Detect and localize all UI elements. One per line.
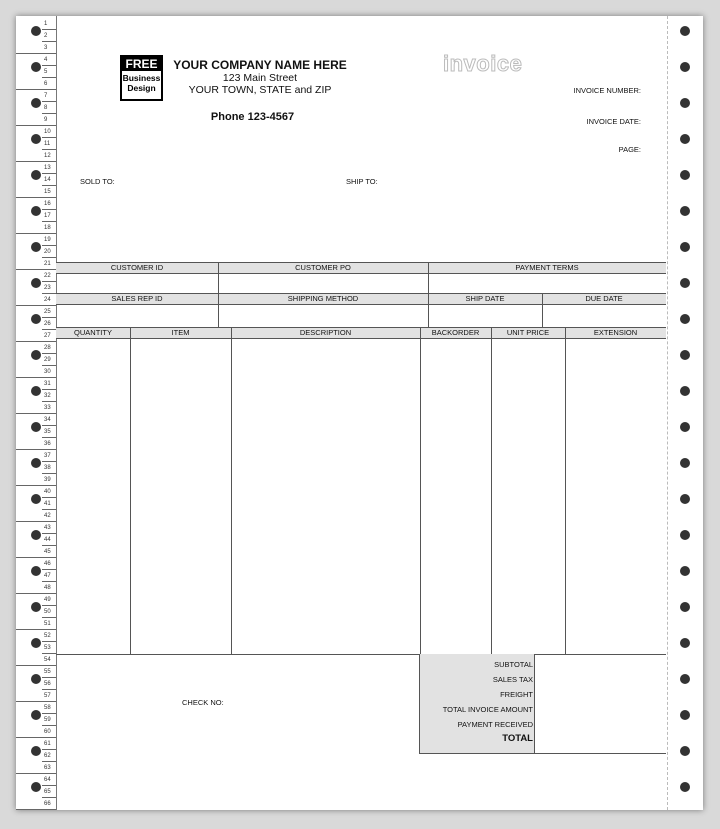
line-number-rule (42, 677, 56, 678)
line-number: 25 (44, 309, 51, 315)
line-number: 17 (44, 213, 51, 219)
freight-label: FREIGHT (500, 690, 533, 699)
line-number: 6 (44, 81, 48, 87)
tractor-hole (680, 566, 690, 576)
line-number: 38 (44, 465, 51, 471)
line-number: 58 (44, 705, 51, 711)
invoice-title: invoice (443, 51, 523, 76)
line-number-rule (42, 725, 56, 726)
logo-design-text: Design (127, 83, 156, 93)
tractor-hole (31, 62, 41, 72)
line-number: 1 (44, 21, 48, 27)
margin-tick (16, 125, 56, 126)
margin-tick (16, 773, 56, 774)
tractor-hole (680, 494, 690, 504)
tractor-hole (680, 278, 690, 288)
line-number: 61 (44, 741, 51, 747)
line-number-rule (42, 173, 56, 174)
line-number: 21 (44, 261, 51, 267)
line-number: 33 (44, 405, 51, 411)
backorder-header: BACKORDER (420, 327, 491, 339)
invoice-date-label: INVOICE DATE: (586, 117, 641, 126)
margin-tick (16, 161, 56, 162)
tractor-hole (680, 422, 690, 432)
line-number-rule (42, 653, 56, 654)
tractor-hole (31, 278, 41, 288)
quantity-header: QUANTITY (56, 327, 130, 339)
company-street: 123 Main Street (222, 72, 298, 84)
tractor-hole (31, 638, 41, 648)
line-number: 54 (44, 657, 51, 663)
ship-date-header: SHIP DATE (428, 293, 542, 305)
line-number: 57 (44, 693, 51, 699)
line-number: 14 (44, 177, 51, 183)
total-invoice-amount-label: TOTAL INVOICE AMOUNT (442, 705, 533, 714)
line-number: 24 (44, 297, 51, 303)
line-number-rule (42, 365, 56, 366)
line-number: 30 (44, 369, 51, 375)
line-number: 56 (44, 681, 51, 687)
line-number-rule (42, 785, 56, 786)
line-number-rule (42, 569, 56, 570)
line-number: 23 (44, 285, 51, 291)
tractor-hole (680, 782, 690, 792)
unit-price-header: UNIT PRICE (491, 327, 565, 339)
line-number: 55 (44, 669, 51, 675)
tractor-hole (31, 530, 41, 540)
item-header: ITEM (130, 327, 231, 339)
line-number-rule (42, 497, 56, 498)
left-tractor-margin (16, 16, 57, 810)
tractor-hole (680, 26, 690, 36)
tractor-hole (31, 134, 41, 144)
tractor-hole (31, 206, 41, 216)
tractor-hole (680, 98, 690, 108)
tractor-hole (31, 350, 41, 360)
line-number-rule (42, 641, 56, 642)
tractor-hole (31, 746, 41, 756)
line-number: 29 (44, 357, 51, 363)
margin-tick (16, 305, 56, 306)
free-business-design-logo (120, 55, 163, 101)
tractor-hole (31, 422, 41, 432)
line-number-rule (42, 113, 56, 114)
line-number-rule (42, 425, 56, 426)
invoice-number-label: INVOICE NUMBER: (573, 86, 641, 95)
margin-tick (16, 233, 56, 234)
margin-tick (16, 593, 56, 594)
line-number: 66 (44, 801, 51, 807)
shipping-method-header: SHIPPING METHOD (218, 293, 428, 305)
line-number-rule (42, 689, 56, 690)
tractor-hole (680, 638, 690, 648)
line-number: 42 (44, 513, 51, 519)
line-number: 64 (44, 777, 51, 783)
ship-to-label: SHIP TO: (346, 177, 378, 186)
line-number: 36 (44, 441, 51, 447)
line-number-rule (42, 545, 56, 546)
line-number: 16 (44, 201, 51, 207)
tractor-hole (31, 170, 41, 180)
line-number-rule (42, 617, 56, 618)
line-number: 63 (44, 765, 51, 771)
line-number: 32 (44, 393, 51, 399)
line-number-rule (42, 509, 56, 510)
tractor-hole (680, 350, 690, 360)
line-number: 18 (44, 225, 51, 231)
line-number-rule (42, 221, 56, 222)
margin-tick (16, 629, 56, 630)
line-number: 60 (44, 729, 51, 735)
line-number-rule (42, 293, 56, 294)
line-number: 7 (44, 93, 48, 99)
item-column-divider (231, 327, 232, 654)
sold-to-label: SOLD TO: (80, 177, 115, 186)
line-number-rule (42, 41, 56, 42)
margin-tick (16, 269, 56, 270)
tractor-hole (31, 674, 41, 684)
line-number: 43 (44, 525, 51, 531)
margin-tick (16, 377, 56, 378)
line-number: 62 (44, 753, 51, 759)
line-number: 35 (44, 429, 51, 435)
line-number: 47 (44, 573, 51, 579)
tractor-hole (31, 314, 41, 324)
line-number: 19 (44, 237, 51, 243)
line-number-rule (42, 533, 56, 534)
line-number: 20 (44, 249, 51, 255)
margin-tick (16, 701, 56, 702)
tractor-hole (680, 314, 690, 324)
margin-tick (16, 737, 56, 738)
line-number-rule (42, 257, 56, 258)
tractor-hole (31, 242, 41, 252)
line-number: 8 (44, 105, 48, 111)
line-number: 28 (44, 345, 51, 351)
subtotal-label: SUBTOTAL (494, 660, 533, 669)
line-number-rule (42, 317, 56, 318)
company-city: YOUR TOWN, STATE and ZIP (188, 84, 332, 96)
line-number-rule (42, 77, 56, 78)
line-number: 34 (44, 417, 51, 423)
line-number: 45 (44, 549, 51, 555)
line-number: 49 (44, 597, 51, 603)
item-column-divider (491, 327, 492, 654)
item-column-divider (130, 327, 131, 654)
line-number-rule (42, 713, 56, 714)
customer-po-header: CUSTOMER PO (218, 262, 428, 274)
line-number-rule (42, 329, 56, 330)
margin-tick (16, 197, 56, 198)
items-bottom-line (56, 654, 666, 655)
margin-tick (16, 341, 56, 342)
sales-tax-label: SALES TAX (492, 675, 533, 684)
tractor-hole (31, 26, 41, 36)
customer-id-header: CUSTOMER ID (56, 262, 218, 274)
line-number: 3 (44, 45, 48, 51)
tractor-hole (680, 62, 690, 72)
line-number: 9 (44, 117, 48, 123)
tractor-hole (31, 782, 41, 792)
line-number-rule (42, 137, 56, 138)
grid-divider (428, 262, 429, 327)
payment-terms-header: PAYMENT TERMS (428, 262, 666, 274)
line-number-rule (42, 437, 56, 438)
line-number: 37 (44, 453, 51, 459)
line-number-rule (42, 65, 56, 66)
margin-tick (16, 557, 56, 558)
line-number: 4 (44, 57, 48, 63)
tractor-hole (680, 602, 690, 612)
line-number: 31 (44, 381, 51, 387)
line-number: 22 (44, 273, 51, 279)
tractor-hole (680, 242, 690, 252)
line-number-rule (42, 761, 56, 762)
margin-tick (16, 53, 56, 54)
line-number-rule (42, 245, 56, 246)
line-number: 53 (44, 645, 51, 651)
line-number-rule (42, 605, 56, 606)
line-number: 13 (44, 165, 51, 171)
company-phone: Phone 123-4567 (210, 111, 295, 123)
line-number: 40 (44, 489, 51, 495)
line-number: 48 (44, 585, 51, 591)
line-number: 46 (44, 561, 51, 567)
tractor-hole (31, 98, 41, 108)
tractor-hole (31, 566, 41, 576)
company-block (170, 58, 350, 96)
line-number: 65 (44, 789, 51, 795)
line-number: 44 (44, 537, 51, 543)
line-number-rule (42, 401, 56, 402)
grid-divider (218, 262, 219, 327)
extension-header: EXTENSION (565, 327, 666, 339)
margin-tick (16, 413, 56, 414)
line-number-rule (42, 281, 56, 282)
margin-tick (16, 665, 56, 666)
line-number-rule (42, 29, 56, 30)
tractor-hole (680, 458, 690, 468)
margin-tick (16, 485, 56, 486)
line-number-rule (42, 581, 56, 582)
line-number-rule (42, 149, 56, 150)
tractor-hole (680, 710, 690, 720)
line-number: 5 (44, 69, 48, 75)
line-number-rule (42, 473, 56, 474)
tractor-hole (680, 746, 690, 756)
margin-tick (16, 89, 56, 90)
item-column-divider (420, 327, 421, 654)
invoice-form-page (16, 16, 703, 810)
logo-free-text: FREE (122, 57, 161, 71)
line-number: 11 (44, 141, 51, 147)
company-name: YOUR COMPANY NAME HERE (173, 58, 347, 72)
line-number: 27 (44, 333, 51, 339)
line-number: 52 (44, 633, 51, 639)
tractor-hole (680, 170, 690, 180)
tractor-hole (680, 206, 690, 216)
tractor-hole (680, 674, 690, 684)
tractor-hole (680, 530, 690, 540)
line-number-rule (42, 353, 56, 354)
tractor-hole (31, 458, 41, 468)
margin-tick (16, 521, 56, 522)
tractor-hole (31, 386, 41, 396)
total-label: TOTAL (502, 733, 533, 744)
line-number-rule (42, 461, 56, 462)
line-number: 51 (44, 621, 51, 627)
due-date-header: DUE DATE (542, 293, 666, 305)
margin-tick (16, 449, 56, 450)
grid-divider (542, 293, 543, 327)
line-number-rule (42, 749, 56, 750)
tractor-hole (31, 602, 41, 612)
line-number: 50 (44, 609, 51, 615)
line-number: 59 (44, 717, 51, 723)
page-label: PAGE: (618, 145, 641, 154)
item-column-divider (565, 327, 566, 654)
logo-business-text: Business (122, 73, 161, 83)
line-number-rule (42, 389, 56, 390)
line-number-rule (42, 185, 56, 186)
line-number: 26 (44, 321, 51, 327)
tractor-hole (31, 710, 41, 720)
line-number: 2 (44, 33, 48, 39)
line-number-rule (42, 797, 56, 798)
margin-tick (16, 809, 56, 810)
tractor-hole (680, 386, 690, 396)
description-header: DESCRIPTION (231, 327, 420, 339)
totals-bottom-line (419, 753, 666, 754)
tractor-hole (31, 494, 41, 504)
line-number: 39 (44, 477, 51, 483)
right-tractor-margin (667, 16, 704, 810)
line-number-rule (42, 209, 56, 210)
line-number-rule (42, 101, 56, 102)
check-no-label: CHECK NO: (182, 698, 224, 707)
payment-received-label: PAYMENT RECEIVED (457, 720, 533, 729)
line-number: 41 (44, 501, 51, 507)
sales-rep-id-header: SALES REP ID (56, 293, 218, 305)
line-number: 12 (44, 153, 51, 159)
tractor-hole (680, 134, 690, 144)
line-number: 10 (44, 129, 51, 135)
line-number: 15 (44, 189, 51, 195)
